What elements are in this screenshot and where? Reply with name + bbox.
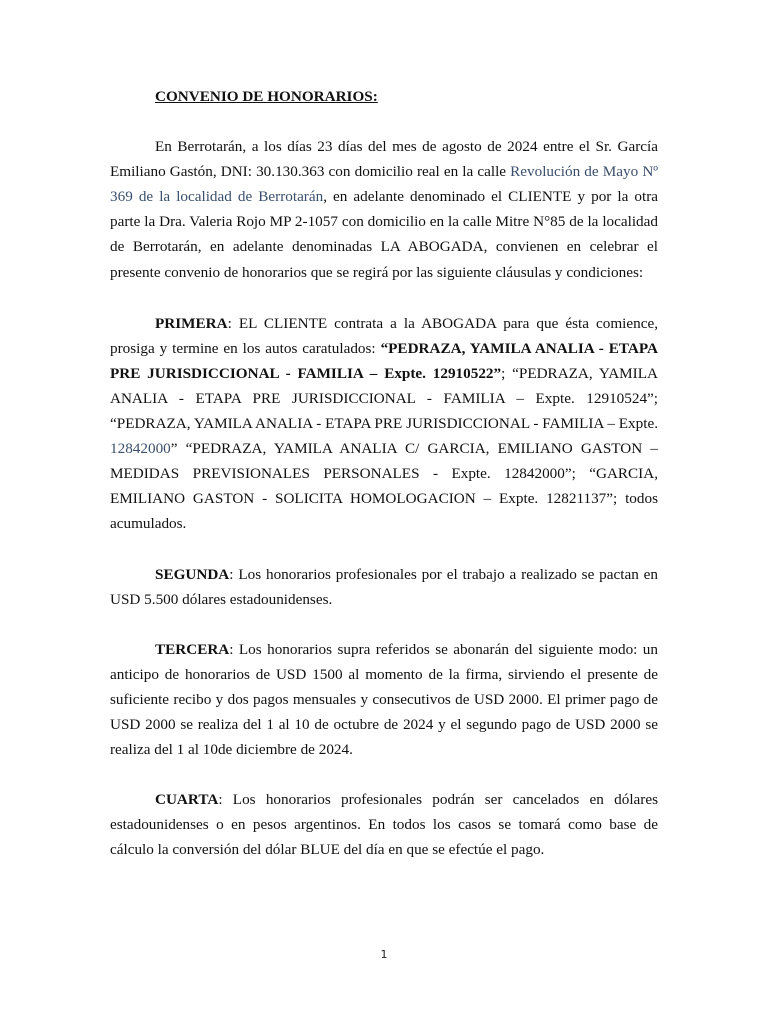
intro-text-1: En Berrotarán, a los días 23 días del mes de agosto de 2024 entre el Sr. García Emiliano Gastón, DNI: 30.130.363 con domicilio real en la calle (110, 138, 658, 181)
clause-cuarta-text: : Los honorarios profesionales podrán ser cancelados en dólares estadounidenses o en pesos argentinos. En todos los casos se tomará como base de cálculo la conversión del dólar BLUE del día en que se efectúe el pago. (110, 791, 658, 859)
clause-segunda-label: SEGUNDA (155, 565, 230, 583)
document-title: CONVENIO DE HONORARIOS: (155, 88, 378, 105)
clause-segunda-text: : Los honorarios profesionales por el trabajo a realizado se pactan en USD 5.500 dólares estadounidenses. (110, 565, 658, 608)
clause-primera (110, 311, 658, 537)
clause-primera-text-3: ” “PEDRAZA, YAMILA ANALIA C/ GARCIA, EMILIANO GASTON – MEDIDAS PREVISIONALES PERSONALES - Expte. 12842000”; “GARCIA, EMILIANO GASTON - SOLICITA HOMOLOGACION – Expte. 12821137”; todos acumulados. (110, 440, 658, 533)
clause-primera-case-bold: “PEDRAZA, YAMILA ANALIA - ETAPA PRE JURISDICCIONAL - FAMILIA – Expte. 12910522” (110, 339, 658, 382)
clause-cuarta (110, 787, 658, 862)
clause-primera-expte: 12842000 (110, 440, 171, 458)
document-body (110, 84, 658, 862)
intro-text-2: , en adelante denominado el CLIENTE y por la otra parte la Dra. Valeria Rojo MP 2-1057 con domicilio en la calle Mitre N°85 de la localidad de Berrotarán, en adelante denominadas LA ABOGADA, convienen en celebrar el presente convenio de honorarios que se regirá por las siguiente cláusulas y condiciones: (110, 188, 658, 281)
clause-tercera (110, 637, 658, 762)
clause-tercera-text: : Los honorarios supra referidos se abonarán del siguiente modo: un anticipo de honorarios de USD 1500 al momento de la firma, sirviendo el presente de suficiente recibo y dos pagos mensuales y consecutivos de USD 2000. El primer pago de USD 2000 se realiza del 1 al 10 de octubre de 2024 y el segundo pago de USD 2000 se realiza del 1 al 10de diciembre de 2024. (110, 640, 658, 759)
clause-cuarta-label: CUARTA (155, 791, 219, 809)
clause-primera-text-1: : EL CLIENTE contrata a la ABOGADA para que ésta comience, prosiga y termine en los autos caratulados: (110, 314, 658, 357)
page-number: 1 (380, 948, 388, 961)
clause-primera-text-2: ; “PEDRAZA, YAMILA ANALIA - ETAPA PRE JURISDICCIONAL - FAMILIA – Expte. 12910524”; “PEDRAZA, YAMILA ANALIA - ETAPA PRE JURISDICCIONAL - FAMILIA – Expte. (110, 364, 658, 433)
clause-primera-label: PRIMERA (155, 314, 228, 332)
clause-tercera-label: TERCERA (155, 640, 230, 658)
intro-paragraph (110, 134, 658, 285)
clause-segunda (110, 562, 658, 612)
client-address: Revolución de Mayo Nº 369 de la localidad de Berrotarán (110, 163, 658, 206)
